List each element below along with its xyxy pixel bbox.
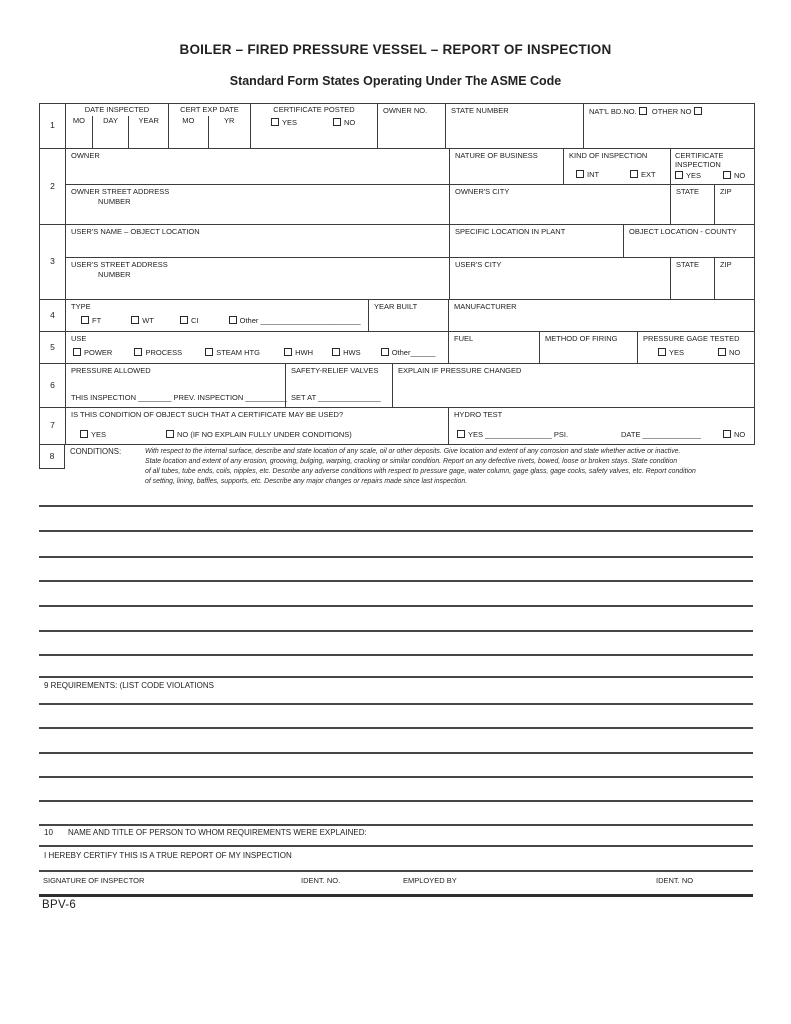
- field-pressure-gage-tested: [638, 332, 754, 364]
- users-street-number-label: NUMBER: [98, 269, 131, 279]
- checkbox-icon[interactable]: [457, 430, 465, 438]
- field-date-inspected[interactable]: [66, 104, 169, 149]
- field-method-of-firing[interactable]: [540, 332, 638, 364]
- checkbox-icon[interactable]: [229, 316, 237, 324]
- field-owner-street-address[interactable]: [66, 185, 450, 225]
- user-state-label: STATE: [676, 260, 700, 269]
- certificate-question-yes[interactable]: [80, 430, 106, 440]
- requirements-writing-line[interactable]: [39, 703, 753, 705]
- field-certificate-inspection: [671, 149, 754, 185]
- field-owner-no[interactable]: [378, 104, 446, 149]
- option-label: NO (IF NO EXPLAIN FULLY UNDER CONDITIONS): [177, 430, 352, 440]
- natl-bd-text: NAT'L BD.NO.: [589, 107, 637, 116]
- object-location-county-label: OBJECT LOCATION - COUNTY: [629, 227, 737, 236]
- checkbox-icon[interactable]: [658, 348, 666, 356]
- certificate-inspection-yes[interactable]: [675, 171, 701, 181]
- hydro-test-label: HYDRO TEST: [454, 410, 503, 419]
- requirements-writing-line[interactable]: [39, 776, 753, 778]
- field-users-name[interactable]: [66, 225, 450, 258]
- option-label: PROCESS: [145, 348, 183, 358]
- field-nature-of-business[interactable]: [450, 149, 564, 185]
- checkbox-icon[interactable]: [723, 430, 731, 438]
- checkbox-icon[interactable]: [675, 171, 683, 179]
- manufacturer-label: MANUFACTURER: [454, 302, 517, 311]
- option-label: INT: [587, 170, 600, 180]
- requirements-writing-line[interactable]: [39, 800, 753, 802]
- field-owner[interactable]: [66, 149, 450, 185]
- date-year-col[interactable]: YEAR: [128, 116, 168, 148]
- users-street-label: USER'S STREET ADDRESS: [71, 260, 168, 269]
- field-object-location-county[interactable]: [624, 225, 754, 258]
- checkbox-icon[interactable]: [166, 430, 174, 438]
- use-hws-option[interactable]: [332, 348, 361, 358]
- conditions-writing-line[interactable]: [39, 580, 753, 582]
- date-mo-col[interactable]: MO: [72, 116, 85, 125]
- use-label: USE: [71, 334, 87, 343]
- conditions-writing-line[interactable]: [39, 630, 753, 632]
- requirements-writing-line[interactable]: [39, 824, 753, 826]
- conditions-writing-line[interactable]: [39, 505, 753, 507]
- option-label: POWER: [84, 348, 113, 358]
- other-no-text: OTHER NO: [651, 107, 692, 116]
- option-label: YES ________________ PSI.: [468, 430, 569, 440]
- field-specific-location[interactable]: [450, 225, 624, 258]
- pressure-allowed-blanks[interactable]: THIS INSPECTION ________ PREV. INSPECTION __________: [71, 393, 288, 403]
- specific-location-label: SPECIFIC LOCATION IN PLANT: [455, 227, 566, 236]
- conditions-writing-line[interactable]: [39, 605, 753, 607]
- row10-number: 10: [44, 828, 53, 837]
- field-owner-state[interactable]: [671, 185, 715, 225]
- conditions-line-3: of all tubes, tube ends, coils, nipples, etc. Describe any adverse conditions with respect to pressure gage, water column, gage glass, gage cocks, safety valves, etc. Report condition: [145, 468, 696, 475]
- conditions-writing-line[interactable]: [39, 654, 753, 656]
- natl-bd-label: [584, 104, 754, 117]
- field-manufacturer[interactable]: [449, 300, 754, 332]
- year-built-label: YEAR BUILT: [374, 302, 418, 311]
- gage-no-option[interactable]: [718, 348, 740, 358]
- explain-pressure-changed-label: EXPLAIN IF PRESSURE CHANGED: [398, 366, 522, 375]
- option-label: Other______: [391, 348, 436, 358]
- conditions-writing-line[interactable]: [39, 556, 753, 558]
- owner-label: OWNER: [71, 151, 100, 160]
- option-label: YES: [282, 118, 298, 127]
- option-label: YES: [686, 171, 702, 181]
- conditions-line-4: of setting, lining, baffles, supports, etc. Describe any major changes or repairs made since last inspection.: [145, 478, 468, 485]
- checkbox-icon[interactable]: [576, 170, 584, 178]
- form-subtitle: Standard Form States Operating Under The ASME Code: [229, 74, 562, 88]
- row4-number: 4: [40, 300, 66, 332]
- type-ci-option[interactable]: [180, 316, 199, 326]
- type-ft-option[interactable]: [81, 316, 101, 326]
- signature-of-inspector-label: SIGNATURE OF INSPECTOR: [43, 876, 145, 885]
- option-label: EXT: [641, 170, 656, 180]
- field-users-street-address[interactable]: [66, 258, 450, 300]
- option-label: HWS: [343, 348, 361, 358]
- field-cert-exp-date[interactable]: [169, 104, 251, 149]
- row10-label: NAME AND TITLE OF PERSON TO WHOM REQUIREMENTS WERE EXPLAINED:: [68, 828, 367, 837]
- checkbox-icon[interactable]: [694, 107, 702, 115]
- requirements-writing-line[interactable]: [39, 752, 753, 754]
- certificate-inspection-label2: INSPECTION: [675, 159, 721, 169]
- fuel-label: FUEL: [454, 334, 474, 343]
- field-user-state[interactable]: [671, 258, 715, 300]
- row5-number: 5: [40, 332, 66, 364]
- employed-by-label: EMPLOYED BY: [403, 876, 457, 885]
- conditions-instructions: [145, 447, 753, 487]
- checkbox-icon[interactable]: [630, 170, 638, 178]
- row6-number: 6: [40, 364, 66, 408]
- field-user-zip[interactable]: [715, 258, 754, 300]
- certify-statement: I HEREBY CERTIFY THIS IS A TRUE REPORT OF MY INSPECTION: [44, 851, 292, 860]
- row2-number: 2: [40, 149, 66, 225]
- hydro-yes-option[interactable]: [457, 430, 568, 440]
- hydro-date-blank[interactable]: DATE ______________: [621, 430, 701, 440]
- option-label: NO: [734, 171, 746, 181]
- field-users-city[interactable]: [450, 258, 671, 300]
- conditions-line-2: State location and extent of any erosion, grooving, bulging, warping, cracking or similar condition. Report on any defective rivets, bowed, loose or broken stays. State condition: [145, 458, 678, 465]
- field-hydro-test: [449, 408, 754, 444]
- use-power-option[interactable]: [73, 348, 112, 358]
- option-label: NO: [344, 118, 356, 127]
- form-code: BPV-6: [42, 899, 77, 911]
- type-wt-option[interactable]: [131, 316, 154, 326]
- use-steam-htg-option[interactable]: [205, 348, 260, 358]
- checkbox-icon[interactable]: [131, 316, 139, 324]
- user-zip-label: ZIP: [720, 260, 732, 269]
- option-label: HWH: [295, 348, 313, 358]
- owner-street-number-label: NUMBER: [98, 196, 131, 206]
- field-owner-zip[interactable]: [715, 185, 754, 225]
- row10-writing-line[interactable]: [39, 845, 753, 847]
- gage-yes-option[interactable]: [658, 348, 684, 358]
- field-certificate-question: [66, 408, 449, 444]
- date-inspected-subcols: [66, 116, 168, 148]
- checkbox-icon[interactable]: [723, 171, 731, 179]
- conditions-label: CONDITIONS:: [70, 447, 122, 456]
- option-label: Other ________________________: [239, 316, 361, 326]
- checkbox-icon[interactable]: [80, 430, 88, 438]
- type-label: TYPE: [71, 302, 91, 311]
- field-fuel[interactable]: [449, 332, 540, 364]
- pressure-gage-tested-label: PRESSURE GAGE TESTED: [643, 334, 740, 343]
- option-label: FT: [92, 316, 102, 326]
- field-type: [66, 300, 369, 332]
- owner-state-label: STATE: [676, 187, 700, 196]
- checkbox-icon[interactable]: [271, 118, 279, 126]
- field-explain-pressure-changed[interactable]: [393, 364, 754, 408]
- nature-of-business-label: NATURE OF BUSINESS: [455, 151, 538, 160]
- requirements-writing-line[interactable]: [39, 727, 753, 729]
- hydro-no-option[interactable]: [723, 430, 745, 440]
- certificate-posted-yes[interactable]: [271, 118, 297, 128]
- checkbox-icon[interactable]: [332, 348, 340, 356]
- checkbox-icon[interactable]: [81, 316, 89, 324]
- field-kind-of-inspection: [564, 149, 671, 185]
- owner-zip-label: ZIP: [720, 187, 732, 196]
- field-natl-bd-no[interactable]: [584, 104, 754, 149]
- checkbox-icon[interactable]: [333, 118, 341, 126]
- conditions-writing-line[interactable]: [39, 676, 753, 678]
- field-year-built[interactable]: [369, 300, 449, 332]
- form-title: BOILER – FIRED PRESSURE VESSEL – REPORT OF INSPECTION: [179, 42, 612, 57]
- option-label: NO: [729, 348, 741, 358]
- ident-no-label: IDENT. NO.: [301, 876, 341, 885]
- field-certificate-posted: [251, 104, 378, 149]
- state-number-label: STATE NUMBER: [451, 106, 509, 115]
- option-label: YES: [669, 348, 685, 358]
- form-table: [39, 103, 755, 445]
- pressure-allowed-label: PRESSURE ALLOWED: [71, 366, 151, 375]
- cert-exp-mo-col[interactable]: MO: [182, 116, 195, 125]
- option-label: YES: [91, 430, 107, 440]
- option-label: STEAM HTG: [216, 348, 260, 358]
- certificate-question-no[interactable]: [166, 430, 352, 440]
- option-label: NO: [734, 430, 746, 440]
- cert-exp-subcols: [169, 116, 250, 148]
- date-day-col[interactable]: DAY: [92, 116, 129, 148]
- owners-city-label: OWNER'S CITY: [455, 187, 510, 196]
- field-state-number[interactable]: [446, 104, 584, 149]
- option-label: WT: [142, 316, 154, 326]
- conditions-writing-line[interactable]: [39, 530, 753, 532]
- checkbox-icon[interactable]: [134, 348, 142, 356]
- safety-relief-valves-label: SAFETY-RELIEF VALVES: [291, 366, 379, 375]
- row1-number: 1: [40, 104, 66, 149]
- date-inspected-label: DATE INSPECTED: [84, 105, 150, 114]
- set-at-blank[interactable]: SET AT _______________: [291, 393, 381, 403]
- certificate-inspection-label1: CERTIFICATE: [675, 151, 724, 160]
- owner-no-label: OWNER NO.: [383, 106, 428, 115]
- checkbox-icon[interactable]: [205, 348, 213, 356]
- kind-ext-option[interactable]: [630, 170, 656, 180]
- certify-writing-line[interactable]: [39, 870, 753, 872]
- form-bottom-rule: [39, 894, 753, 897]
- certificate-posted-no[interactable]: [333, 118, 355, 128]
- users-city-label: USER'S CITY: [455, 260, 502, 269]
- checkbox-icon[interactable]: [639, 107, 647, 115]
- cert-exp-label: CERT EXP DATE: [180, 105, 239, 114]
- users-name-label: USER'S NAME – OBJECT LOCATION: [71, 227, 200, 236]
- kind-int-option[interactable]: [576, 170, 599, 180]
- certificate-question-label: IS THIS CONDITION OF OBJECT SUCH THAT A CERTIFICATE MAY BE USED?: [71, 410, 344, 419]
- ident-no-2-label: IDENT. NO: [656, 876, 694, 885]
- cert-exp-yr-col[interactable]: YR: [208, 116, 250, 148]
- field-owners-city[interactable]: [450, 185, 671, 225]
- row8-number: 8: [39, 445, 65, 469]
- row7-number: 7: [40, 408, 66, 444]
- use-hwh-option[interactable]: [284, 348, 313, 358]
- field-use: [66, 332, 449, 364]
- kind-of-inspection-label: KIND OF INSPECTION: [569, 151, 648, 160]
- checkbox-icon[interactable]: [284, 348, 292, 356]
- requirements-label: 9 REQUIREMENTS: (LIST CODE VIOLATIONS: [44, 681, 214, 690]
- method-of-firing-label: METHOD OF FIRING: [545, 334, 618, 343]
- checkbox-icon[interactable]: [718, 348, 726, 356]
- certificate-inspection-no[interactable]: [723, 171, 745, 181]
- conditions-line-1: With respect to the internal surface, describe and state location of any scale, oil or other deposits. Give location and extent of any corrosion and state whether active or inactive.: [145, 448, 681, 455]
- field-pressure-allowed: [66, 364, 286, 408]
- checkbox-icon[interactable]: [73, 348, 81, 356]
- field-safety-relief-valves: [286, 364, 393, 408]
- checkbox-icon[interactable]: [180, 316, 188, 324]
- option-label: CI: [191, 316, 199, 326]
- type-other-option[interactable]: [229, 316, 361, 326]
- use-other-option[interactable]: [381, 348, 436, 358]
- certificate-posted-label: CERTIFICATE POSTED: [273, 105, 355, 114]
- checkbox-icon[interactable]: [381, 348, 389, 356]
- owner-street-label: OWNER STREET ADDRESS: [71, 187, 170, 196]
- use-process-option[interactable]: [134, 348, 182, 358]
- row3-number: 3: [40, 225, 66, 300]
